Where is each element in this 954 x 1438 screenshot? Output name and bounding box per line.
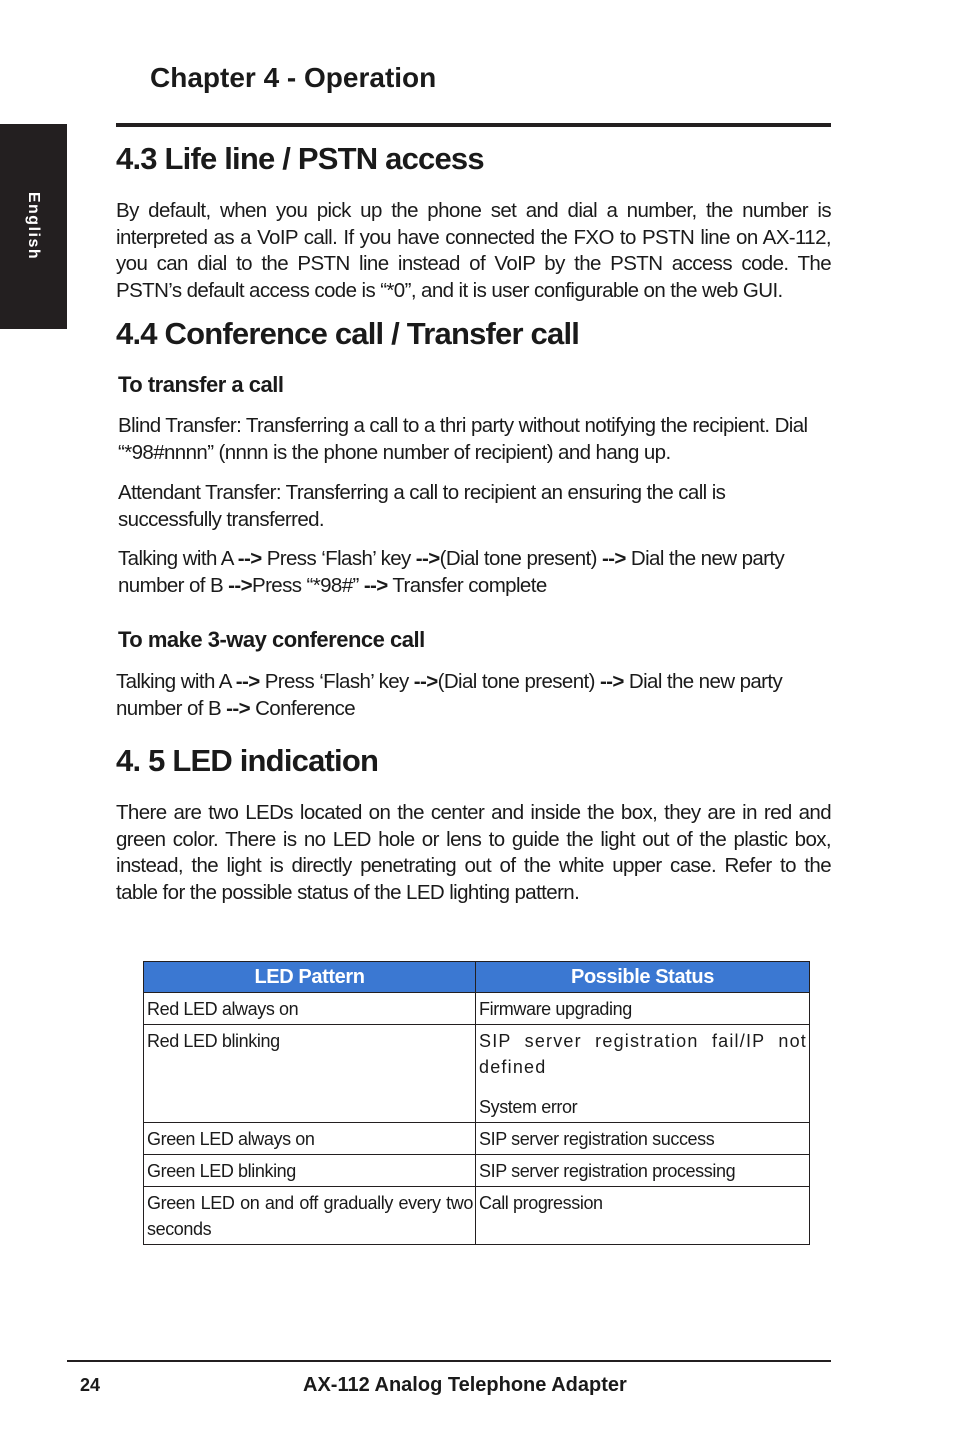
- footer-product-title: AX-112 Analog Telephone Adapter: [303, 1374, 627, 1396]
- possible-status-column-header: Possible Status: [476, 962, 810, 993]
- arrow-symbol: -->: [601, 547, 626, 570]
- arrow-symbol: -->: [237, 547, 262, 570]
- conference-steps-paragraph: Talking with A --> Press ‘Flash’ key -->(Dial tone present) --> Dial the new party number of B --> Conference: [116, 670, 783, 720]
- table-header-row: [144, 962, 810, 993]
- table-row: [144, 1025, 810, 1123]
- led-pattern-cell: Red LED always on: [144, 993, 476, 1025]
- header-divider: [116, 123, 831, 127]
- section-4-3-title: 4.3 Life line / PSTN access: [116, 141, 484, 176]
- table-row: [144, 993, 810, 1025]
- arrow-symbol: -->: [413, 670, 438, 693]
- conference-call-heading: To make 3-way conference call: [118, 627, 425, 652]
- status-cell: SIP server registration processing: [476, 1155, 810, 1187]
- status-cell: [476, 1025, 810, 1123]
- attendant-transfer-paragraph: Attendant Transfer: Transferring a call to recipient an ensuring the call is successfully transferred.: [118, 481, 726, 531]
- language-tab-label: English: [25, 191, 42, 261]
- status-line: SIP server registration fail/IP not defined: [479, 1031, 807, 1077]
- transfer-call-heading: To transfer a call: [118, 372, 284, 397]
- led-pattern-cell: Red LED blinking: [144, 1025, 476, 1123]
- arrow-symbol: -->: [228, 573, 252, 597]
- transfer-steps-paragraph: Talking with A --> Press ‘Flash’ key -->(Dial tone present) --> Dial the new party number of B -->Press “*98#” --> Transfer complete: [118, 547, 785, 597]
- status-cell: Call progression: [476, 1187, 810, 1245]
- arrow-symbol: -->: [363, 573, 388, 597]
- table-row: [144, 1187, 810, 1245]
- led-pattern-column-header: LED Pattern: [144, 962, 476, 993]
- footer-divider: [67, 1360, 831, 1362]
- blind-transfer-paragraph: Blind Transfer: Transferring a call to a thri party without notifying the recipient. Dial “*98#nnnn” (nnnn is the phone number of recipient) and hang up.: [118, 414, 808, 464]
- section-4-5-title: 4. 5 LED indication: [116, 743, 379, 778]
- table-row: [144, 1123, 810, 1155]
- status-line: System error: [479, 1097, 578, 1117]
- arrow-symbol: -->: [415, 547, 440, 570]
- table-row: [144, 1155, 810, 1187]
- arrow-symbol: -->: [235, 670, 260, 693]
- led-pattern-cell: Green LED always on: [144, 1123, 476, 1155]
- section-4-5-body: There are two LEDs located on the center and inside the box, they are in red and green color. There is no LED hole or lens to guide the light out of the plastic box, instead, the light is directly penetrating out of the white upper case. Refer to the table for the possible status of the LED lighting pattern.: [116, 801, 831, 904]
- status-cell: SIP server registration success: [476, 1123, 810, 1155]
- led-pattern-cell: Green LED on and off gradually every two seconds: [144, 1187, 476, 1245]
- section-4-4-title: 4.4 Conference call / Transfer call: [116, 316, 580, 351]
- arrow-symbol: -->: [599, 670, 624, 693]
- section-4-3-body: By default, when you pick up the phone set and dial a number, the number is interpreted as a VoIP call. If you have connected the FXO to PSTN line on AX-112, you can dial to the PSTN line instead of VoIP by the PSTN access code. The PSTN’s default access code is “*0”, and it is user configurable on the web GUI.: [116, 199, 831, 302]
- led-status-table: [143, 961, 810, 1245]
- page-number: 24: [80, 1375, 101, 1395]
- led-pattern-cell: Green LED blinking: [144, 1155, 476, 1187]
- chapter-heading: Chapter 4 - Operation: [150, 62, 437, 93]
- arrow-symbol: -->: [226, 696, 250, 720]
- status-cell: Firmware upgrading: [476, 993, 810, 1025]
